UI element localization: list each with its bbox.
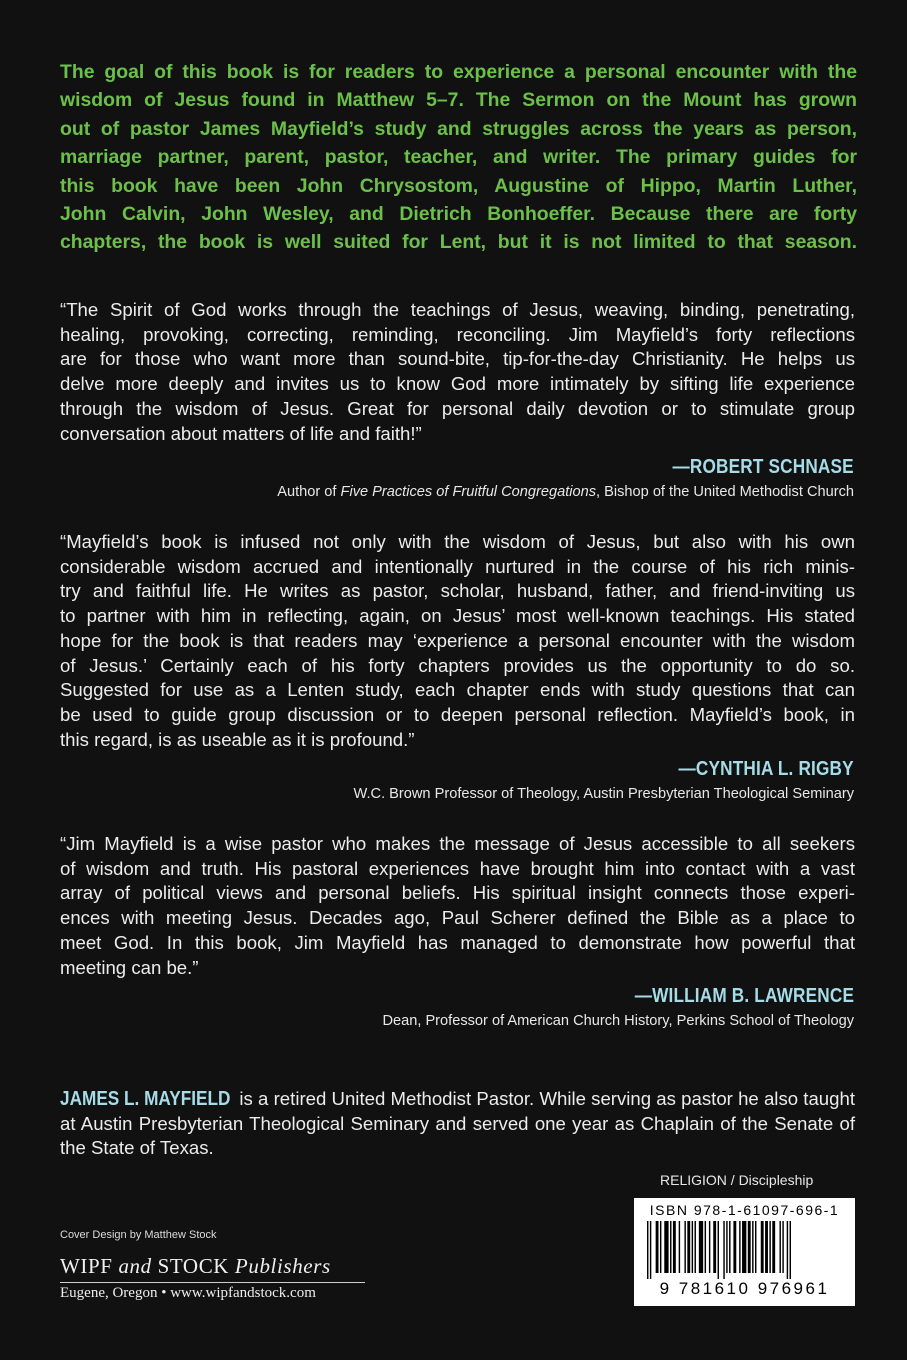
- barcode-bar: [760, 1221, 763, 1273]
- quote-line: delve more deeply and invites us to know God more intimately by sifting life experience: [60, 373, 855, 395]
- blurb-line: The goal of this book is for readers to experience a personal encounter with the: [60, 61, 857, 83]
- barcode-bar: [765, 1221, 768, 1273]
- barcode-bar: [659, 1221, 660, 1273]
- endorsement-quote-schnase: [60, 298, 855, 446]
- blurb-line: out of pastor James Mayfield’s study and struggles across the years as person,: [60, 117, 857, 140]
- barcode-bar: [752, 1221, 753, 1273]
- quote-line: of wisdom and truth. His pastoral experiences have brought him into contact with a vast: [60, 857, 855, 879]
- publisher-name-and: and: [118, 1254, 152, 1278]
- quote-line: ences with meeting Jesus. Decades ago, Paul Scherer defined the Bible as a place to: [60, 907, 855, 929]
- barcode-bar: [708, 1221, 709, 1273]
- quote-line: this regard, is as useable as it is profound.”: [60, 728, 415, 750]
- blurb-line: chapters, the book is well suited for Lent, but it is not limited to that season.: [60, 231, 857, 254]
- quote-line: “The Spirit of God works through the teachings of Jesus, weaving, binding, penetrating,: [60, 299, 855, 320]
- barcode-bar: [655, 1221, 658, 1273]
- endorsement-quote-rigby: [60, 530, 855, 752]
- barcode-bars: [645, 1221, 845, 1279]
- blurb-line: this book have been John Chrysostom, Augustine of Hippo, Martin Luther,: [60, 174, 857, 197]
- category-label: RELIGION / Discipleship: [660, 1172, 814, 1188]
- barcode-bar: [670, 1221, 671, 1273]
- quote-line: “Jim Mayfield is a wise pastor who makes the message of Jesus accessible to all seekers: [60, 833, 855, 854]
- cover-design-credit: Cover Design by Matthew Stock: [60, 1229, 217, 1241]
- quote-line: of Jesus.’ Certainly each of his forty chapters provides us the opportunity to do so.: [60, 654, 855, 676]
- barcode-bar: [789, 1221, 790, 1279]
- barcode-bar: [684, 1221, 685, 1273]
- author-name: JAMES L. MAYFIELD: [60, 1088, 231, 1110]
- barcode-bar: [647, 1221, 648, 1279]
- barcode-bar: [782, 1221, 783, 1273]
- publisher-name-1: WIPF: [60, 1254, 119, 1278]
- blurb-line: John Calvin, John Wesley, and Dietrich Bonhoeffer. Because there are forty: [60, 203, 857, 226]
- barcode-bar: [672, 1221, 675, 1273]
- quote-line: considerable wisdom accrued and intentionally nurtured in the course of his rich minis-: [60, 555, 855, 577]
- barcode-bar: [772, 1221, 775, 1273]
- barcode-bar: [717, 1221, 718, 1279]
- endorser-name-lawrence: —WILLIAM B. LAWRENCE: [634, 985, 854, 1007]
- barcode-bar: [786, 1221, 787, 1279]
- quote-line: are for those who want more than sound-bite, tip-for-the-day Christianity. He helps us: [60, 348, 855, 370]
- barcode-bar: [726, 1221, 727, 1273]
- blurb-line: marriage partner, parent, pastor, teacher, and writer. The primary guides for: [60, 146, 857, 169]
- barcode-bar: [694, 1221, 695, 1273]
- barcode-number: 9 781610 976961: [659, 1279, 830, 1298]
- barcode-bar: [729, 1221, 730, 1273]
- endorser-name-rigby: —CYNTHIA L. RIGBY: [678, 758, 854, 780]
- barcode-bar: [698, 1221, 702, 1273]
- quote-line: array of political views and personal beliefs. His spiritual insight connects those experi-: [60, 882, 855, 904]
- publisher-divider: [60, 1282, 365, 1283]
- title-suffix: , Bishop of the United Methodist Church: [596, 484, 854, 500]
- endorser-title-schnase: [277, 484, 854, 500]
- barcode-bar: [649, 1221, 650, 1279]
- barcode-bar: [779, 1221, 780, 1273]
- barcode-bar: [678, 1221, 679, 1273]
- endorser-title-rigby: W.C. Brown Professor of Theology, Austin Presbyterian Theological Seminary: [353, 786, 854, 802]
- endorser-name-schnase: —ROBERT SCHNASE: [672, 456, 854, 478]
- barcode-bar: [742, 1221, 746, 1273]
- quote-line: meet God. In this book, Jim Mayfield has managed to demonstrate how powerful that: [60, 931, 855, 953]
- barcode-bar: [713, 1221, 716, 1273]
- barcode-bar: [747, 1221, 750, 1273]
- quote-line: be used to guide group discussion or to deepen personal reflection. Mayfield’s book, in: [60, 703, 855, 725]
- quote-line: healing, provoking, correcting, reminding, reconciling. Jim Mayfield’s forty reflections: [60, 323, 855, 345]
- book-title: Five Practices of Fruitful Congregations: [340, 484, 597, 500]
- barcode-bar: [739, 1221, 740, 1273]
- barcode-bar: [769, 1221, 770, 1273]
- quote-line: to partner with him in reflecting, again, on Jesus’ most well-known teachings. His stated: [60, 605, 855, 627]
- title-prefix: Author of: [277, 484, 341, 500]
- blurb-line: wisdom of Jesus found in Matthew 5–7. The Sermon on the Mount has grown: [60, 89, 857, 112]
- barcode-bar: [733, 1221, 736, 1273]
- isbn-barcode: [634, 1198, 855, 1306]
- barcode-bar: [704, 1221, 705, 1273]
- publisher-location: Eugene, Oregon • www.wipfandstock.com: [60, 1285, 316, 1301]
- publisher-name-2: STOCK: [151, 1254, 235, 1278]
- quote-line: conversation about matters of life and faith!”: [60, 422, 422, 444]
- endorser-title-lawrence: Dean, Professor of American Church History, Perkins School of Theology: [382, 1013, 854, 1029]
- quote-line: Suggested for use as a Lenten study, each chapter ends with study questions that can: [60, 679, 855, 701]
- quote-line: hope for the book is that readers may ‘experience a personal encounter with the wisdom: [60, 629, 855, 651]
- barcode-bar: [664, 1221, 668, 1273]
- barcode-bar: [755, 1221, 756, 1273]
- barcode-bar: [723, 1221, 724, 1279]
- quote-line: through the wisdom of Jesus. Great for personal daily devotion or to stimulate group: [60, 397, 855, 419]
- quote-line: meeting can be.”: [60, 956, 199, 978]
- isbn-text: ISBN 978-1-61097-696-1: [649, 1202, 840, 1218]
- author-bio-text: is a retired United Methodist Pastor. While serving as pastor he also taught at Austin Presbyterian Theological Seminary and served one year as Chaplain of the Senate of the State of Texas.: [60, 1088, 855, 1159]
- publisher-logo: [60, 1254, 331, 1279]
- endorsement-quote-lawrence: [60, 832, 855, 980]
- publisher-suffix: Publishers: [234, 1254, 331, 1278]
- book-blurb: [60, 58, 857, 257]
- quote-line: try and faithful life. He writes as pastor, scholar, husband, father, and friend-inviting us: [60, 580, 855, 602]
- barcode-bar: [691, 1221, 692, 1273]
- barcode-bar: [687, 1221, 690, 1273]
- quote-line: “Mayfield’s book is infused not only with the wisdom of Jesus, but also with his own: [60, 531, 855, 552]
- author-bio: [60, 1087, 855, 1161]
